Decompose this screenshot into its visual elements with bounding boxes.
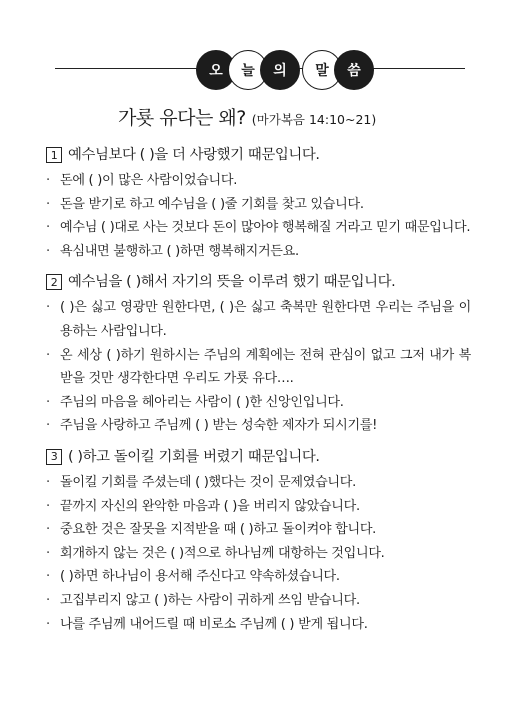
title-badge-char: 늘 [228,50,268,90]
bullet-dot: · [46,569,50,585]
list-item-text: 주님을 사랑하고 주님께 ( ) 받는 성숙한 제자가 되시기를! [60,418,378,434]
title-badge-char: 씀 [334,50,374,90]
list-item [46,542,471,566]
bullet-dot: · [46,418,50,434]
list-item-text: 끝까지 자신의 완악한 마음과 ( )을 버리지 않았습니다. [60,498,360,514]
section-heading [46,444,471,470]
list-item-text: 돈을 받기로 하고 예수님을 ( )줄 기회를 찾고 있습니다. [60,196,364,212]
list-item [46,216,471,240]
list-item [46,344,471,391]
bullet-dot: · [46,173,50,188]
list-item-text: 예수님 ( )대로 사는 것보다 돈이 많아야 행복해질 거라고 믿기 때문입니다. [60,220,471,236]
list-item-text: 돌이킬 기회를 주셨는데 ( )했다는 것이 문제였습니다. [60,474,356,490]
section-2 [46,269,471,438]
section-1 [46,142,471,263]
sermon-title-row [118,103,376,130]
list-item [46,518,471,542]
bullet-dot: · [46,347,50,363]
list-item-text: ( )은 싫고 영광만 원한다면, ( )은 싫고 축복만 원한다면 우리는 주님을 이용하는 사람입니다. [60,300,471,339]
bullet-dot: · [46,474,50,490]
list-item-text: 온 세상 ( )하기 원하시는 주님의 계획에는 전혀 관심이 없고 그저 내가 복 받을 것만 생각한다면 우리도 가룟 유다…. [60,347,471,387]
bullet-dot: · [46,522,50,538]
scripture-reference: (마가복음 14:10~21) [251,112,377,127]
section-heading [46,142,471,168]
bullet-dot: · [46,220,50,236]
list-item-text: ( )하면 하나님이 용서해 주신다고 약속하셨습니다. [60,569,340,585]
title-badge-char: 의 [260,50,300,90]
sermon-title: 가룟 유다는 왜? [118,107,246,129]
bullet-dot: · [46,592,50,608]
bullet-dot: · [46,616,50,632]
list-item [46,240,471,264]
section-number: 2 [46,274,62,290]
bullet-dot: · [46,300,50,316]
list-item-text: 중요한 것은 잘못을 지적받을 때 ( )하고 돌이켜야 합니다. [60,522,377,538]
list-item [46,169,471,193]
list-item-text: 나를 주님께 내어드릴 때 비로소 주님께 ( ) 받게 됩니다. [60,616,368,632]
section-heading-text: 예수님보다 ( )을 더 사랑했기 때문입니다. [68,147,320,163]
bullet-dot: · [46,394,50,410]
section-3 [46,444,471,636]
list-item [46,613,471,637]
section-heading-text: 예수님을 ( )해서 자기의 뜻을 이루려 했기 때문입니다. [68,274,396,291]
list-item-text: 고집부리지 않고 ( )하는 사람이 귀하게 쓰임 받습니다. [60,592,360,608]
section-heading-text: ( )하고 돌이킬 기회를 버렸기 때문입니다. [68,448,320,465]
list-item-text: 회개하지 않는 것은 ( )적으로 하나님께 대항하는 것입니다. [60,545,385,561]
list-item [46,391,471,415]
section-number: 1 [46,147,62,163]
list-item-text: 욕심내면 불행하고 ( )하면 행복해지거든요. [60,243,299,259]
title-badge-char: 말 [302,50,342,90]
list-item [46,495,471,519]
bullet-dot: · [46,243,50,259]
list-item [46,414,471,438]
list-item-text: 주님의 마음을 헤아리는 사람이 ( )한 신앙인입니다. [60,394,344,410]
title-badge-group [196,50,366,90]
bullet-dot: · [46,196,50,212]
list-item [46,296,471,343]
bullet-dot: · [46,545,50,561]
list-item [46,589,471,613]
worksheet-content [46,142,471,642]
title-badge-char: 오 [196,50,236,90]
section-heading [46,269,471,295]
list-item-text: 돈에 ( )이 많은 사람이었습니다. [60,173,238,188]
list-item [46,193,471,217]
bullet-dot: · [46,498,50,514]
page-header [0,40,509,100]
list-item [46,565,471,589]
section-number: 3 [46,449,62,465]
list-item [46,471,471,495]
